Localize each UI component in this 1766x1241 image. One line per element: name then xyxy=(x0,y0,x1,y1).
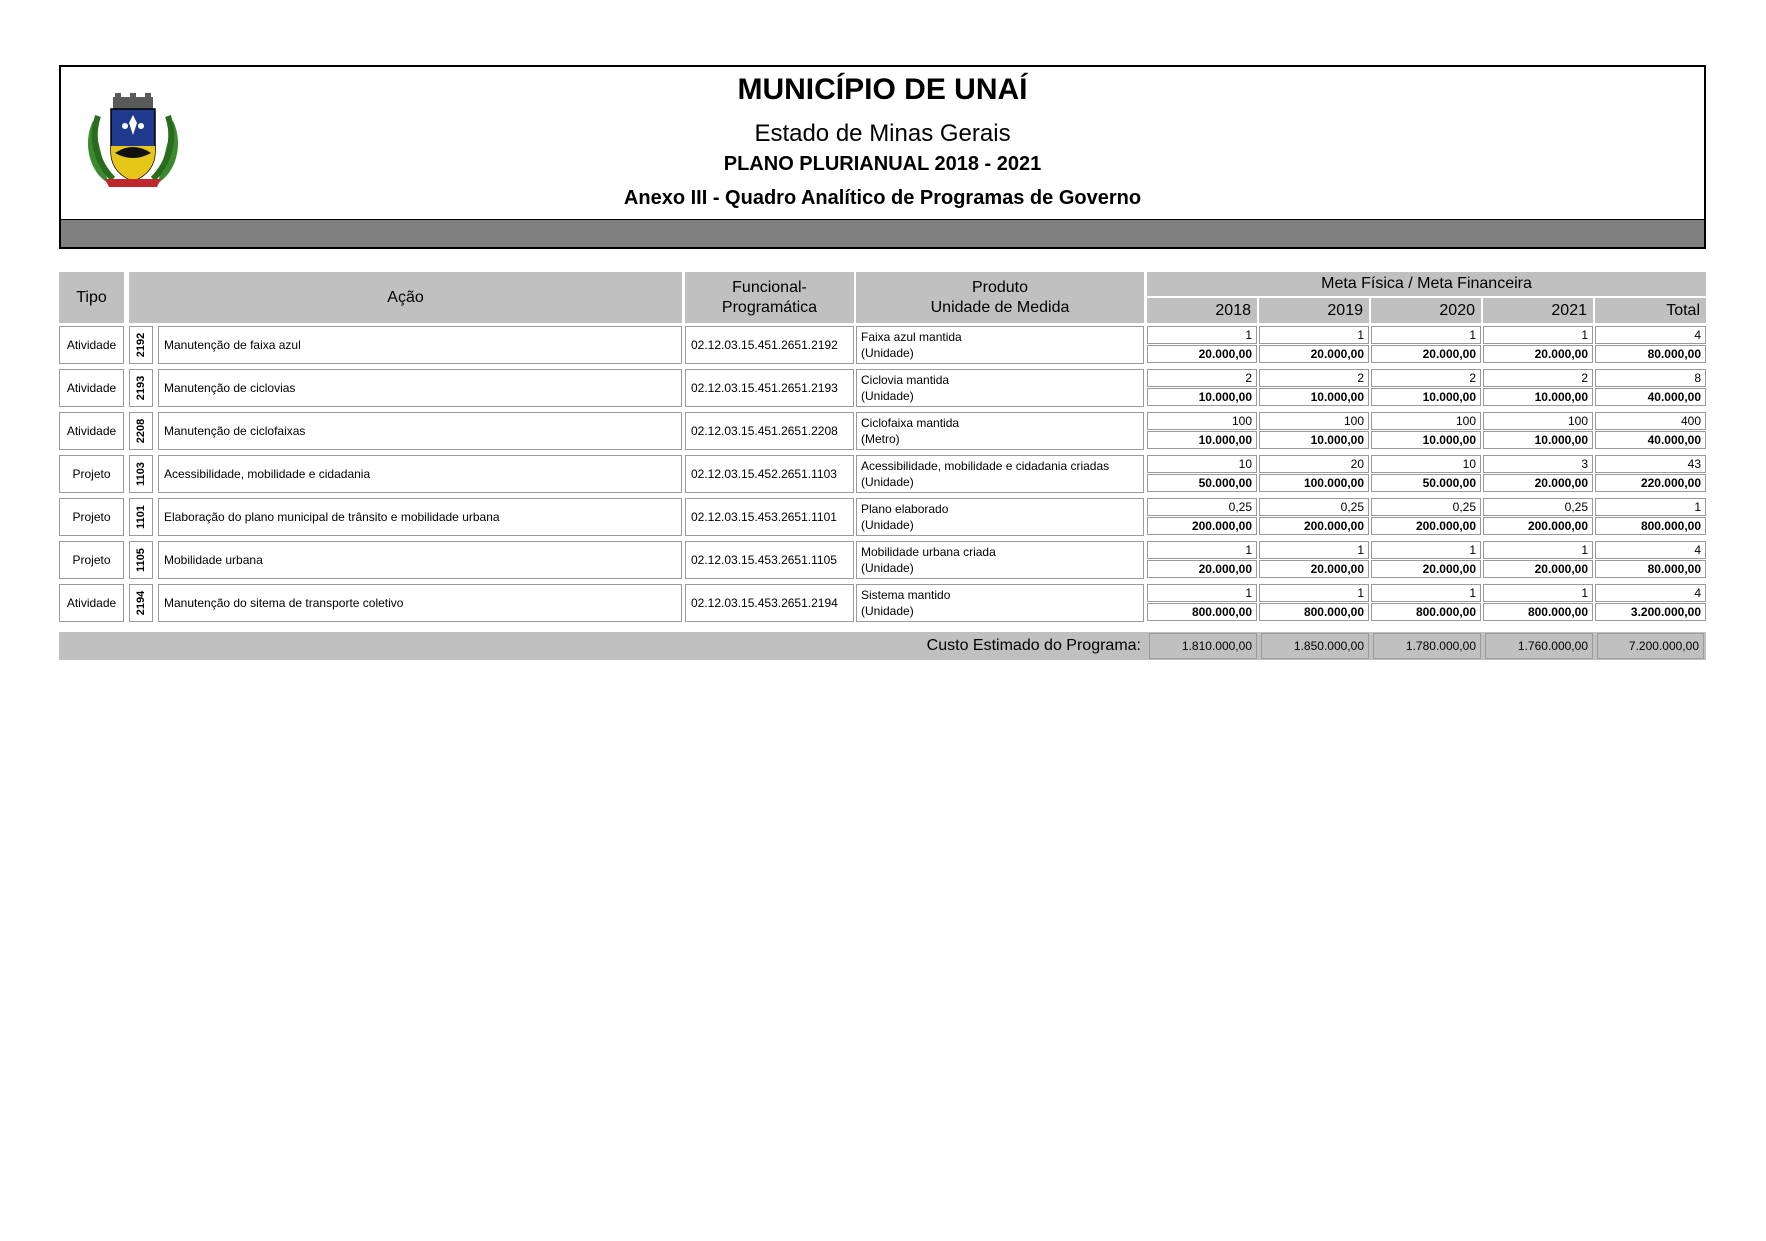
table-row xyxy=(59,498,1706,536)
row-produto xyxy=(856,326,1144,364)
col-header-2019: 2019 xyxy=(1259,298,1369,323)
table-row xyxy=(59,369,1706,407)
total-2019: 1.850.000,00 xyxy=(1261,633,1369,659)
row-meta-financeira: 200.000,00 xyxy=(1483,517,1593,535)
row-tipo: Projeto xyxy=(59,541,124,579)
row-meta-fisica: 10 xyxy=(1147,455,1257,473)
row-action-code xyxy=(129,369,153,407)
row-action-code xyxy=(129,326,153,364)
row-acao: Acessibilidade, mobilidade e cidadania xyxy=(158,455,682,493)
row-meta-financeira: 40.000,00 xyxy=(1595,431,1706,449)
row-action-code-text: 1105 xyxy=(135,548,147,572)
table-row xyxy=(59,541,1706,579)
table-row xyxy=(59,326,1706,364)
row-produto-unit: (Unidade) xyxy=(861,475,914,489)
row-meta-fisica: 1 xyxy=(1483,326,1593,344)
row-meta-fisica: 0,25 xyxy=(1371,498,1481,516)
row-meta-fisica: 0,25 xyxy=(1259,498,1369,516)
row-action-code xyxy=(129,455,153,493)
row-action-code xyxy=(129,541,153,579)
row-produto-unit: (Unidade) xyxy=(861,561,914,575)
row-produto xyxy=(856,541,1144,579)
row-meta-financeira: 800.000,00 xyxy=(1483,603,1593,621)
row-meta-financeira: 20.000,00 xyxy=(1147,560,1257,578)
row-action-code-text: 2192 xyxy=(135,332,148,358)
row-funcional: 02.12.03.15.451.2651.2193 xyxy=(685,369,854,407)
row-produto-name: Acessibilidade, mobilidade e cidadania criadas xyxy=(861,459,1110,473)
row-tipo: Atividade xyxy=(59,369,124,407)
row-meta-fisica: 1 xyxy=(1371,541,1481,559)
row-meta-fisica: 1 xyxy=(1483,584,1593,602)
document-header xyxy=(59,65,1706,249)
row-acao: Manutenção de faixa azul xyxy=(158,326,682,364)
row-meta-fisica: 100 xyxy=(1147,412,1257,430)
col-header-funcional xyxy=(685,272,854,323)
col-header-produto-line1: Produto xyxy=(971,278,1029,296)
row-meta-fisica: 4 xyxy=(1595,541,1706,559)
row-meta-financeira: 80.000,00 xyxy=(1595,345,1706,363)
col-header-produto-line2: Unidade de Medida xyxy=(930,298,1070,316)
row-funcional: 02.12.03.15.451.2651.2208 xyxy=(685,412,854,450)
row-meta-financeira: 20.000,00 xyxy=(1483,560,1593,578)
col-header-2021: 2021 xyxy=(1483,298,1593,323)
col-header-acao: Ação xyxy=(129,272,682,323)
row-meta-financeira: 20.000,00 xyxy=(1147,345,1257,363)
row-meta-fisica: 3 xyxy=(1483,455,1593,473)
table-row xyxy=(59,412,1706,450)
row-acao: Manutenção de ciclovias xyxy=(158,369,682,407)
col-header-total: Total xyxy=(1595,298,1706,323)
row-meta-financeira: 800.000,00 xyxy=(1259,603,1369,621)
row-produto-name: Sistema mantido xyxy=(861,588,951,602)
row-acao: Elaboração do plano municipal de trânsito e mobilidade urbana xyxy=(158,498,682,536)
row-meta-fisica: 20 xyxy=(1259,455,1369,473)
row-produto xyxy=(856,584,1144,622)
row-produto xyxy=(856,498,1144,536)
row-meta-financeira: 800.000,00 xyxy=(1147,603,1257,621)
row-meta-fisica: 0,25 xyxy=(1483,498,1593,516)
row-meta-financeira: 200.000,00 xyxy=(1147,517,1257,535)
row-meta-fisica: 1 xyxy=(1259,584,1369,602)
col-header-produto xyxy=(856,272,1144,323)
table-row xyxy=(59,455,1706,493)
row-meta-fisica: 43 xyxy=(1595,455,1706,473)
total-total: 7.200.000,00 xyxy=(1597,633,1704,659)
row-meta-fisica: 1 xyxy=(1147,541,1257,559)
row-meta-fisica: 100 xyxy=(1259,412,1369,430)
row-acao: Manutenção do sitema de transporte coletivo xyxy=(158,584,682,622)
row-meta-financeira: 20.000,00 xyxy=(1371,560,1481,578)
row-produto xyxy=(856,412,1144,450)
row-meta-fisica: 1 xyxy=(1483,541,1593,559)
row-tipo: Atividade xyxy=(59,412,124,450)
municipality-title: MUNICÍPIO DE UNAÍ xyxy=(737,73,1028,106)
row-produto-unit: (Unidade) xyxy=(861,346,914,360)
row-action-code-text: 2208 xyxy=(135,418,148,444)
row-meta-fisica: 1 xyxy=(1371,584,1481,602)
row-action-code-text: 2194 xyxy=(135,590,148,616)
program-total-label: Custo Estimado do Programa: xyxy=(926,637,1141,654)
row-produto-unit: (Metro) xyxy=(861,432,900,446)
col-header-funcional-line1: Funcional- xyxy=(732,278,807,296)
row-action-code xyxy=(129,498,153,536)
row-action-code-text: 1103 xyxy=(135,462,147,486)
row-meta-financeira: 50.000,00 xyxy=(1147,474,1257,492)
row-meta-financeira: 20.000,00 xyxy=(1371,345,1481,363)
row-meta-fisica: 8 xyxy=(1595,369,1706,387)
row-acao: Manutenção de ciclofaixas xyxy=(158,412,682,450)
row-meta-fisica: 2 xyxy=(1371,369,1481,387)
row-produto-name: Ciclovia mantida xyxy=(861,373,950,387)
row-tipo: Atividade xyxy=(59,326,124,364)
row-funcional: 02.12.03.15.453.2651.1101 xyxy=(685,498,854,536)
col-header-2020: 2020 xyxy=(1371,298,1481,323)
row-produto xyxy=(856,369,1144,407)
row-meta-financeira: 10.000,00 xyxy=(1371,388,1481,406)
row-meta-fisica: 1 xyxy=(1595,498,1706,516)
col-header-funcional-line2: Programática xyxy=(721,298,818,316)
row-action-code-text: 1101 xyxy=(135,505,147,529)
row-meta-financeira: 10.000,00 xyxy=(1259,431,1369,449)
row-meta-fisica: 1 xyxy=(1147,326,1257,344)
row-meta-fisica: 400 xyxy=(1595,412,1706,430)
row-acao: Mobilidade urbana xyxy=(158,541,682,579)
row-tipo: Atividade xyxy=(59,584,124,622)
row-meta-fisica: 4 xyxy=(1595,584,1706,602)
program-total-bar xyxy=(59,632,1706,660)
row-meta-financeira: 80.000,00 xyxy=(1595,560,1706,578)
row-meta-financeira: 800.000,00 xyxy=(1371,603,1481,621)
row-meta-financeira: 200.000,00 xyxy=(1259,517,1369,535)
row-meta-financeira: 10.000,00 xyxy=(1147,431,1257,449)
state-subtitle: Estado de Minas Gerais xyxy=(754,120,1011,147)
row-meta-financeira: 10.000,00 xyxy=(1371,431,1481,449)
row-meta-financeira: 100.000,00 xyxy=(1259,474,1369,492)
row-action-code xyxy=(129,412,153,450)
row-meta-financeira: 10.000,00 xyxy=(1483,431,1593,449)
row-meta-financeira: 200.000,00 xyxy=(1371,517,1481,535)
row-meta-financeira: 20.000,00 xyxy=(1259,345,1369,363)
annex-title: Anexo III - Quadro Analítico de Programas de Governo xyxy=(623,187,1142,209)
row-produto-name: Mobilidade urbana criada xyxy=(861,545,996,559)
row-produto-name: Faixa azul mantida xyxy=(861,330,962,344)
row-meta-fisica: 2 xyxy=(1259,369,1369,387)
header-band xyxy=(61,219,1704,247)
row-funcional: 02.12.03.15.451.2651.2192 xyxy=(685,326,854,364)
row-meta-financeira: 20.000,00 xyxy=(1259,560,1369,578)
row-meta-fisica: 2 xyxy=(1147,369,1257,387)
row-meta-financeira: 800.000,00 xyxy=(1595,517,1706,535)
row-meta-fisica: 4 xyxy=(1595,326,1706,344)
row-meta-financeira: 220.000,00 xyxy=(1595,474,1706,492)
row-funcional: 02.12.03.15.452.2651.1103 xyxy=(685,455,854,493)
row-produto xyxy=(856,455,1144,493)
col-header-meta: Meta Física / Meta Financeira xyxy=(1147,272,1706,296)
row-produto-unit: (Unidade) xyxy=(861,518,914,532)
row-meta-fisica: 100 xyxy=(1371,412,1481,430)
total-2020: 1.780.000,00 xyxy=(1373,633,1481,659)
table-row xyxy=(59,584,1706,622)
total-2018: 1.810.000,00 xyxy=(1149,633,1257,659)
row-funcional: 02.12.03.15.453.2651.2194 xyxy=(685,584,854,622)
row-tipo: Projeto xyxy=(59,498,124,536)
row-meta-fisica: 1 xyxy=(1259,326,1369,344)
row-meta-fisica: 1 xyxy=(1147,584,1257,602)
col-header-2018: 2018 xyxy=(1147,298,1257,323)
row-meta-financeira: 40.000,00 xyxy=(1595,388,1706,406)
row-produto-name: Plano elaborado xyxy=(861,502,949,516)
row-meta-fisica: 1 xyxy=(1371,326,1481,344)
row-meta-financeira: 50.000,00 xyxy=(1371,474,1481,492)
row-meta-financeira: 10.000,00 xyxy=(1259,388,1369,406)
row-meta-financeira: 10.000,00 xyxy=(1483,388,1593,406)
col-header-tipo: Tipo xyxy=(59,272,124,323)
row-meta-fisica: 10 xyxy=(1371,455,1481,473)
row-funcional: 02.12.03.15.453.2651.1105 xyxy=(685,541,854,579)
row-meta-financeira: 3.200.000,00 xyxy=(1595,603,1706,621)
row-meta-financeira: 20.000,00 xyxy=(1483,345,1593,363)
row-tipo: Projeto xyxy=(59,455,124,493)
row-meta-fisica: 100 xyxy=(1483,412,1593,430)
row-meta-financeira: 20.000,00 xyxy=(1483,474,1593,492)
row-produto-name: Ciclofaixa mantida xyxy=(861,416,960,430)
row-produto-unit: (Unidade) xyxy=(861,389,914,403)
total-2021: 1.760.000,00 xyxy=(1485,633,1593,659)
row-meta-fisica: 0,25 xyxy=(1147,498,1257,516)
row-meta-fisica: 2 xyxy=(1483,369,1593,387)
row-meta-financeira: 10.000,00 xyxy=(1147,388,1257,406)
plan-title: PLANO PLURIANUAL 2018 - 2021 xyxy=(723,153,1042,175)
row-action-code xyxy=(129,584,153,622)
row-action-code-text: 2193 xyxy=(135,375,148,401)
row-produto-unit: (Unidade) xyxy=(861,604,914,618)
row-meta-fisica: 1 xyxy=(1259,541,1369,559)
